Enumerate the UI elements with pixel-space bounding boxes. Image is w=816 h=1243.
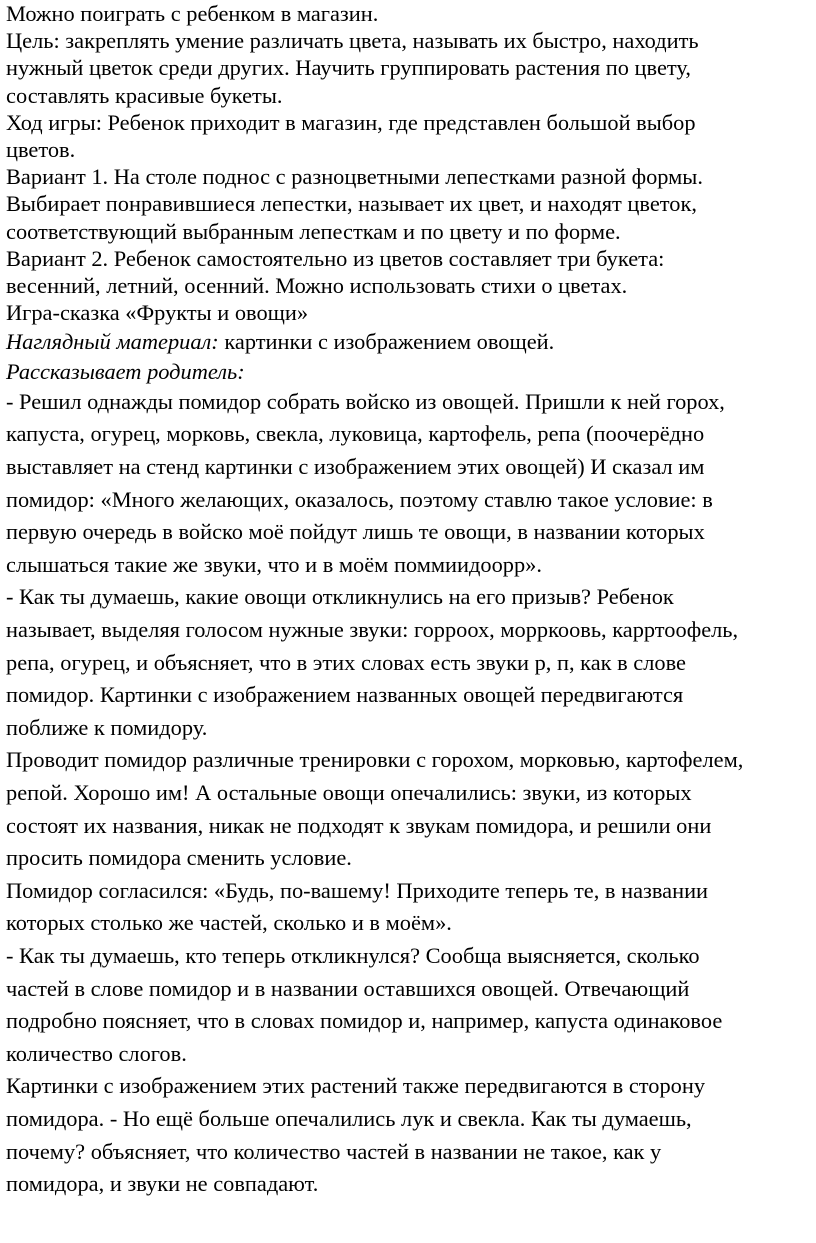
paragraph-question-syllables: - Как ты думаешь, кто теперь откликнулся? Сообща выясняется, сколько частей в слове помидор и в названии оставшихся овощей. Отвечающий подробно поясняет, что в словах помидор и, например, капуста одинаковое количество слогов. xyxy=(6,942,723,1066)
paragraph-variant-2: Вариант 2. Ребенок самостоятельно из цветов составляет три букета: весенний, летний, осенний. Можно использовать стихи о цветах. xyxy=(6,245,665,299)
paragraph-pictures-move: Картинки с изображением этих растений также передвигаются в сторону помидора. - Но ещё больше опечалились лук и свекла. Как ты думаешь, почему? объясняет, что количество частей в названии не такое, как у помидора, и звуки не совпадают. xyxy=(6,1073,706,1197)
visual-material-label: Наглядный материал: xyxy=(6,329,219,355)
paragraph-question-sounds: - Как ты думаешь, какие овощи откликнулись на его призыв? Ребенок называет, выделяя голосом нужные звуки: горроох, морркоовь, карртоофель, репа, огурец, и объясняет, что в этих словах есть звуки р, п, как в слове помидор. Картинки с изображением названных овощей передвигаются поближе к помидору. xyxy=(6,584,739,740)
paragraph-tomato-agrees: Помидор согласился: «Будь, по-вашему! Приходите теперь те, в названии которых столько же частей, сколько и в моём». xyxy=(6,877,709,936)
paragraph-intro: Можно поиграть с ребенком в магазин. xyxy=(6,1,379,26)
document-body xyxy=(6,0,812,1201)
paragraph-tale-title: Игра-сказка «Фрукты и овощи» xyxy=(6,300,309,326)
paragraph-narrator: Рассказывает родитель: xyxy=(6,358,245,384)
visual-material-text: картинки с изображением овощей. xyxy=(218,329,555,355)
paragraph-training: Проводит помидор различные тренировки с горохом, морковью, картофелем, репой. Хорошо им! А остальные овощи опечалились: звуки, из которых состоят их названия, никак не подходят к звукам помидора, и решили они просить помидора сменить условие. xyxy=(6,747,744,871)
paragraph-goal: Цель: закреплять умение различать цвета, называть их быстро, находить нужный цветок среди других. Научить группировать растения по цвету, составлять красивые букеты. xyxy=(6,28,699,108)
paragraph-visual-material xyxy=(6,328,812,355)
paragraph-game-flow: Ход игры: Ребенок приходит в магазин, где представлен большой выбор цветов. xyxy=(6,109,696,163)
paragraph-tomato-army: - Решил однажды помидор собрать войско из овощей. Пришли к ней горох, капуста, огурец, морковь, свекла, луковица, картофель, репа (поочерёдно выставляет на стенд картинки с изображением этих овощей) И сказал им помидор: «Много желающих, оказалось, поэтому ставлю такое условие: в первую очередь в войско моё пойдут лишь те овощи, в названии которых слышаться такие же звуки, что и в моём поммиидоорр». xyxy=(6,388,725,577)
paragraph-variant-1: Вариант 1. На столе поднос с разноцветными лепестками разной формы. Выбирает понравившиеся лепестки, называет их цвет, и находят цветок, соответствующий выбранным лепесткам и по цвету и по форме. xyxy=(6,164,703,244)
